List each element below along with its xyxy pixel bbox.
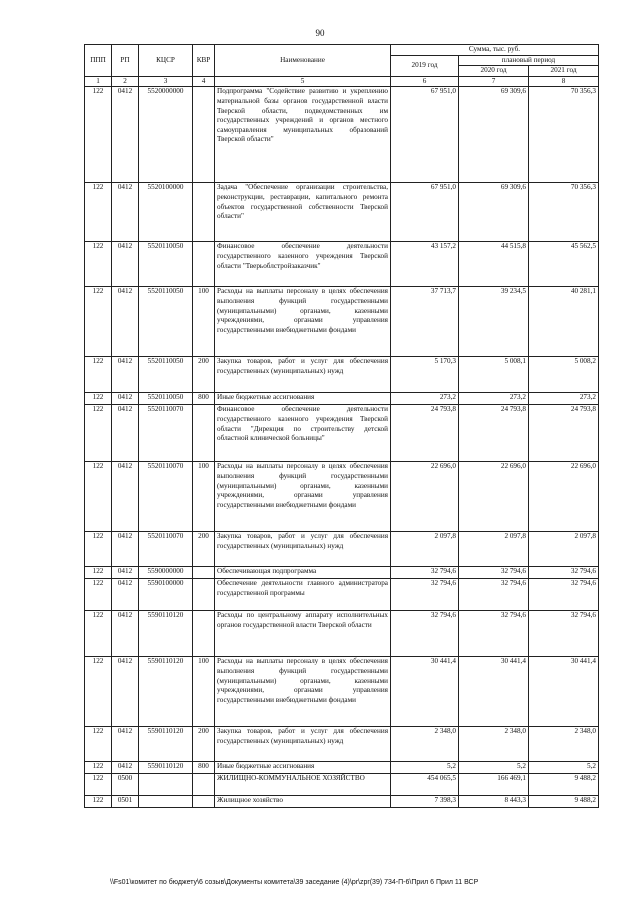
cell-2021: 2 097,8 — [529, 532, 599, 567]
cell-ppp: 122 — [85, 462, 112, 532]
table-row — [85, 357, 599, 393]
column-number: 2 — [112, 76, 139, 87]
cell-2020: 39 234,5 — [459, 287, 529, 357]
cell-kvr — [193, 183, 215, 242]
cell-2019: 7 398,3 — [391, 796, 459, 808]
table-row — [85, 242, 599, 287]
cell-kvr: 100 — [193, 287, 215, 357]
cell-rp: 0412 — [112, 242, 139, 287]
cell-rp: 0412 — [112, 567, 139, 579]
table-header — [85, 45, 599, 87]
cell-rp: 0412 — [112, 287, 139, 357]
cell-2021: 5,2 — [529, 762, 599, 774]
header-2019: 2019 год — [391, 55, 459, 76]
cell-2020: 32 794,6 — [459, 611, 529, 657]
cell-kvr: 800 — [193, 762, 215, 774]
cell-kcsr: 5590100000 — [139, 579, 193, 611]
cell-kvr — [193, 242, 215, 287]
cell-kcsr — [139, 796, 193, 808]
cell-2019: 32 794,6 — [391, 579, 459, 611]
cell-2019: 32 794,6 — [391, 611, 459, 657]
budget-table — [84, 44, 599, 808]
cell-kvr: 200 — [193, 532, 215, 567]
cell-name: ЖИЛИЩНО-КОММУНАЛЬНОЕ ХОЗЯЙСТВО — [215, 774, 391, 796]
cell-name: Иные бюджетные ассигнования — [215, 762, 391, 774]
cell-2020: 30 441,4 — [459, 657, 529, 727]
table-row — [85, 727, 599, 762]
table-row — [85, 774, 599, 796]
cell-name: Расходы по центральному аппарату исполнительных органов государственной власти Тверской области — [215, 611, 391, 657]
header-sum: Сумма, тыс. руб. — [391, 45, 599, 56]
header-rp: РП — [112, 45, 139, 77]
column-number: 3 — [139, 76, 193, 87]
cell-2020: 44 515,8 — [459, 242, 529, 287]
cell-2020: 24 793,8 — [459, 405, 529, 462]
cell-rp: 0412 — [112, 87, 139, 183]
cell-2019: 2 097,8 — [391, 532, 459, 567]
table-row — [85, 287, 599, 357]
cell-2020: 32 794,6 — [459, 567, 529, 579]
cell-kvr: 800 — [193, 393, 215, 405]
cell-kvr — [193, 774, 215, 796]
cell-2019: 67 951,0 — [391, 183, 459, 242]
cell-2020: 8 443,3 — [459, 796, 529, 808]
cell-kcsr: 5590000000 — [139, 567, 193, 579]
column-number: 6 — [391, 76, 459, 87]
cell-2021: 273,2 — [529, 393, 599, 405]
cell-2020: 5,2 — [459, 762, 529, 774]
cell-kcsr: 5520110070 — [139, 462, 193, 532]
cell-rp: 0412 — [112, 357, 139, 393]
cell-ppp: 122 — [85, 87, 112, 183]
table-row — [85, 462, 599, 532]
cell-kvr — [193, 611, 215, 657]
cell-name: Финансовое обеспечение деятельности государственного казенного учреждения Тверской области "Дирекция по строительству детской областной клинической больницы" — [215, 405, 391, 462]
table-row — [85, 762, 599, 774]
cell-rp: 0412 — [112, 579, 139, 611]
table-row — [85, 393, 599, 405]
column-number: 8 — [529, 76, 599, 87]
cell-ppp: 122 — [85, 405, 112, 462]
cell-name: Закупка товаров, работ и услуг для обеспечения государственных (муниципальных) нужд — [215, 357, 391, 393]
page-number: 90 — [315, 28, 325, 38]
cell-2020: 69 309,6 — [459, 87, 529, 183]
cell-kcsr: 5520000000 — [139, 87, 193, 183]
cell-kcsr: 5520110050 — [139, 287, 193, 357]
cell-rp: 0412 — [112, 183, 139, 242]
cell-2021: 40 281,1 — [529, 287, 599, 357]
cell-rp: 0412 — [112, 727, 139, 762]
table-row — [85, 579, 599, 611]
cell-name: Финансовое обеспечение деятельности государственного казенного учреждения Тверской области "Тверьоблстройзаказчик" — [215, 242, 391, 287]
column-number: 1 — [85, 76, 112, 87]
cell-ppp: 122 — [85, 532, 112, 567]
cell-2019: 454 065,5 — [391, 774, 459, 796]
cell-2020: 2 097,8 — [459, 532, 529, 567]
cell-2021: 9 488,2 — [529, 774, 599, 796]
cell-kcsr: 5520110050 — [139, 393, 193, 405]
cell-ppp: 122 — [85, 567, 112, 579]
cell-kvr: 200 — [193, 727, 215, 762]
cell-2021: 70 356,3 — [529, 87, 599, 183]
cell-2021: 70 356,3 — [529, 183, 599, 242]
header-kvr: КВР — [193, 45, 215, 77]
cell-name: Задача "Обеспечение организации строительства, реконструкции, реставрации, капитального ремонта объектов государственной собственности Тверской области" — [215, 183, 391, 242]
footer-file-path: \\Fs01\комитет по бюджету\6 созыв\Документы комитета\39 заседание (4)\pr\zpr(39) 734-П-6\Прил 6 Прил 11 ВСР — [110, 879, 479, 886]
cell-2020: 2 348,0 — [459, 727, 529, 762]
cell-2020: 32 794,6 — [459, 579, 529, 611]
cell-2020: 273,2 — [459, 393, 529, 405]
cell-rp: 0412 — [112, 611, 139, 657]
cell-rp: 0412 — [112, 762, 139, 774]
header-kcsr: КЦСР — [139, 45, 193, 77]
cell-kvr — [193, 796, 215, 808]
table-row — [85, 796, 599, 808]
cell-name: Жилищное хозяйство — [215, 796, 391, 808]
cell-kcsr: 5520110070 — [139, 405, 193, 462]
header-2020: 2020 год — [459, 66, 529, 77]
cell-kvr — [193, 405, 215, 462]
cell-kcsr: 5590110120 — [139, 611, 193, 657]
cell-kcsr — [139, 774, 193, 796]
cell-2019: 67 951,0 — [391, 87, 459, 183]
cell-ppp: 122 — [85, 774, 112, 796]
cell-ppp: 122 — [85, 287, 112, 357]
cell-rp: 0501 — [112, 796, 139, 808]
cell-name: Расходы на выплаты персоналу в целях обеспечения выполнения функций государственными (муниципальными) органами, казенными учреждениями, органами управления государственными внебюджетными фондами — [215, 657, 391, 727]
cell-ppp: 122 — [85, 357, 112, 393]
cell-2019: 24 793,8 — [391, 405, 459, 462]
cell-kvr: 100 — [193, 657, 215, 727]
table-row — [85, 611, 599, 657]
cell-name: Иные бюджетные ассигнования — [215, 393, 391, 405]
cell-kvr — [193, 87, 215, 183]
cell-2019: 37 713,7 — [391, 287, 459, 357]
cell-ppp: 122 — [85, 183, 112, 242]
cell-ppp: 122 — [85, 579, 112, 611]
cell-2021: 5 008,2 — [529, 357, 599, 393]
cell-2021: 22 696,0 — [529, 462, 599, 532]
cell-2020: 5 008,1 — [459, 357, 529, 393]
table-row — [85, 405, 599, 462]
cell-ppp: 122 — [85, 242, 112, 287]
cell-kcsr: 5520100000 — [139, 183, 193, 242]
table-row — [85, 87, 599, 183]
cell-2019: 22 696,0 — [391, 462, 459, 532]
cell-2020: 166 469,1 — [459, 774, 529, 796]
cell-2021: 30 441,4 — [529, 657, 599, 727]
cell-2021: 9 488,2 — [529, 796, 599, 808]
cell-2019: 2 348,0 — [391, 727, 459, 762]
cell-name: Подпрограмма "Содействие развитию и укреплению материальной базы органов государственной власти Тверской области, подведомственных им государственных учреждений и органов местного самоуправления муниципальных образований Тверской области" — [215, 87, 391, 183]
table-row — [85, 532, 599, 567]
cell-name: Обеспечение деятельности главного администратора государственной программы — [215, 579, 391, 611]
cell-2019: 5 170,3 — [391, 357, 459, 393]
cell-2021: 32 794,6 — [529, 579, 599, 611]
cell-ppp: 122 — [85, 657, 112, 727]
column-number: 5 — [215, 76, 391, 87]
header-name: Наименование — [215, 45, 391, 77]
cell-kvr: 200 — [193, 357, 215, 393]
table-body — [85, 87, 599, 808]
table-row — [85, 183, 599, 242]
cell-name: Обеспечивающая подпрограмма — [215, 567, 391, 579]
table-row — [85, 657, 599, 727]
cell-rp: 0412 — [112, 532, 139, 567]
column-number: 4 — [193, 76, 215, 87]
cell-kcsr: 5520110070 — [139, 532, 193, 567]
cell-kcsr: 5590110120 — [139, 762, 193, 774]
cell-name: Расходы на выплаты персоналу в целях обеспечения выполнения функций государственными (муниципальными) органами, казенными учреждениями, органами управления государственными внебюджетными фондами — [215, 287, 391, 357]
cell-rp: 0412 — [112, 462, 139, 532]
cell-2019: 273,2 — [391, 393, 459, 405]
header-ppp: ППП — [85, 45, 112, 77]
cell-rp: 0412 — [112, 393, 139, 405]
cell-rp: 0500 — [112, 774, 139, 796]
cell-name: Закупка товаров, работ и услуг для обеспечения государственных (муниципальных) нужд — [215, 532, 391, 567]
cell-2020: 69 309,6 — [459, 183, 529, 242]
cell-2019: 5,2 — [391, 762, 459, 774]
column-number-row — [85, 76, 599, 87]
cell-rp: 0412 — [112, 405, 139, 462]
header-planned: плановый период — [459, 55, 599, 66]
cell-kvr — [193, 579, 215, 611]
cell-ppp: 122 — [85, 611, 112, 657]
cell-ppp: 122 — [85, 727, 112, 762]
table-row — [85, 567, 599, 579]
cell-2020: 22 696,0 — [459, 462, 529, 532]
cell-rp: 0412 — [112, 657, 139, 727]
cell-2021: 32 794,6 — [529, 611, 599, 657]
cell-ppp: 122 — [85, 393, 112, 405]
header-2021: 2021 год — [529, 66, 599, 77]
cell-kvr: 100 — [193, 462, 215, 532]
cell-ppp: 122 — [85, 762, 112, 774]
cell-2019: 30 441,4 — [391, 657, 459, 727]
column-number: 7 — [459, 76, 529, 87]
cell-2021: 32 794,6 — [529, 567, 599, 579]
cell-kcsr: 5520110050 — [139, 357, 193, 393]
cell-kcsr: 5590110120 — [139, 727, 193, 762]
cell-ppp: 122 — [85, 796, 112, 808]
cell-2019: 43 157,2 — [391, 242, 459, 287]
cell-name: Закупка товаров, работ и услуг для обеспечения государственных (муниципальных) нужд — [215, 727, 391, 762]
cell-2019: 32 794,6 — [391, 567, 459, 579]
cell-kcsr: 5590110120 — [139, 657, 193, 727]
cell-2021: 24 793,8 — [529, 405, 599, 462]
cell-2021: 2 348,0 — [529, 727, 599, 762]
cell-2021: 45 562,5 — [529, 242, 599, 287]
cell-kvr — [193, 567, 215, 579]
cell-name: Расходы на выплаты персоналу в целях обеспечения выполнения функций государственными (муниципальными) органами, казенными учреждениями, органами управления государственными внебюджетными фондами — [215, 462, 391, 532]
cell-kcsr: 5520110050 — [139, 242, 193, 287]
